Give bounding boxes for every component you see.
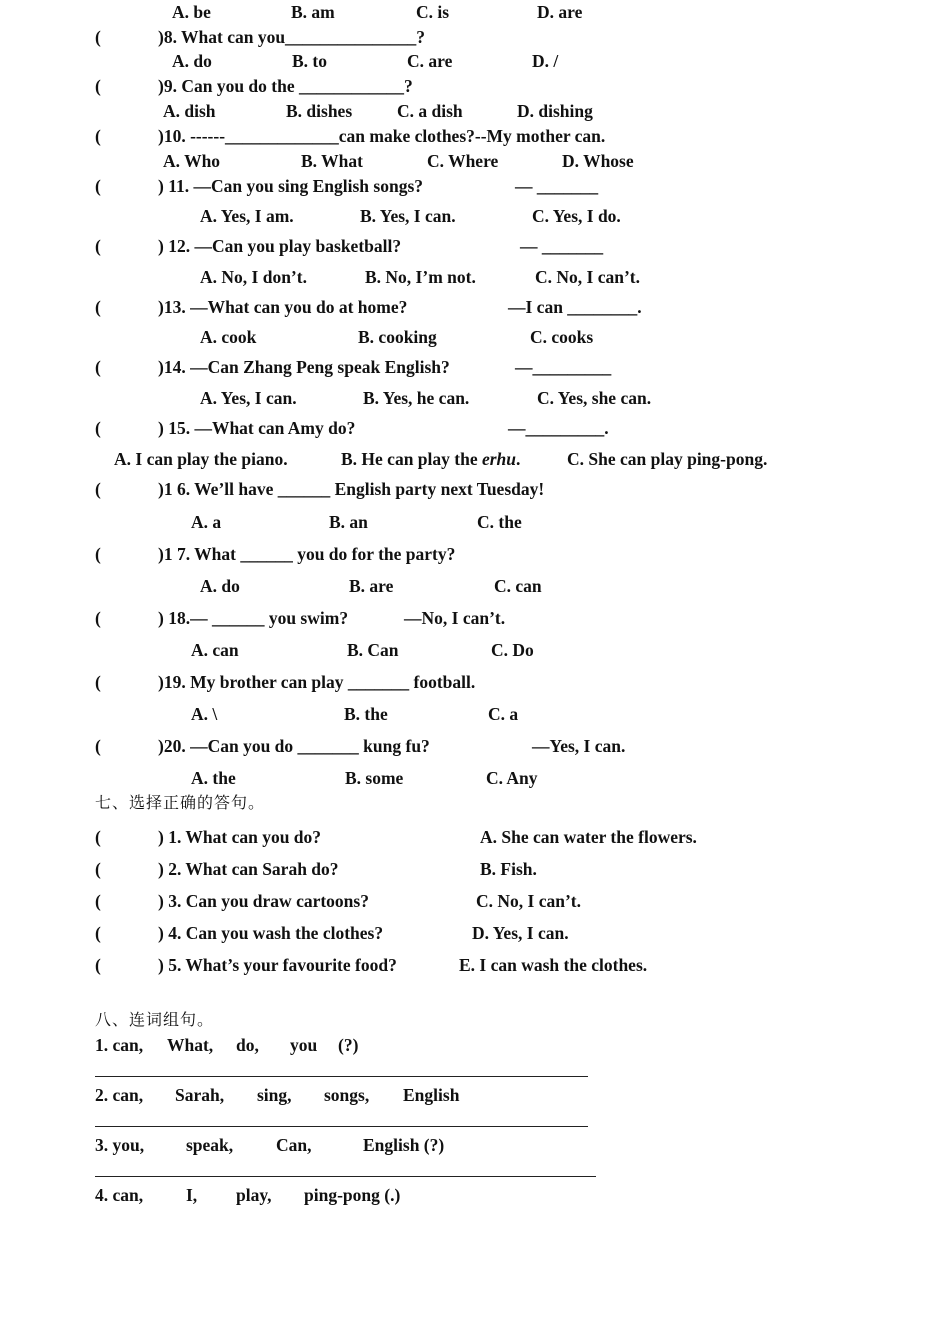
s8-q2-word-3: sing, [257,1085,292,1105]
s7-q5-question: ) 5. What’s your favourite food? [158,955,397,975]
s8-q2-answer-line [95,1126,588,1127]
q18-option-a: A. can [191,640,239,660]
q18-paren: ( [95,608,101,628]
s7-answer-c: C. No, I can’t. [476,891,581,911]
q17-option-a: A. do [200,576,240,596]
s8-q1-word-2: What, [167,1035,214,1055]
s7-q4-paren: ( [95,923,101,943]
q20-option-a: A. the [191,768,236,788]
q12-question: ) 12. —Can you play basketball? [158,236,402,256]
q15-option-b-text: B. He can play the [341,449,478,469]
q19-option-a: A. \ [191,704,218,724]
s8-q4-word-4: ping-pong (.) [304,1185,401,1205]
q10-option-d: D. Whose [562,151,634,171]
s8-q1-answer-line [95,1076,588,1077]
s7-q4-question: ) 4. Can you wash the clothes? [158,923,384,943]
s7-q2-paren: ( [95,859,101,879]
q10-question: )10. ------_____________can make clothes?--My mother can. [158,126,606,146]
s8-q1-word-5: (?) [338,1035,359,1055]
s8-q1-word-3: do, [236,1035,259,1055]
q8-option-b: B. to [292,51,327,71]
s7-q1-question: ) 1. What can you do? [158,827,322,847]
s7-q3-question: ) 3. Can you draw cartoons? [158,891,369,911]
section7-heading: 七、选择正确的答句。 [95,793,266,812]
q14-answer-blank: —_________ [515,357,612,377]
s8-q2-word-4: songs, [324,1085,370,1105]
s8-q1-word-1: 1. can, [95,1035,144,1055]
q10-option-b: B. What [301,151,363,171]
q18-option-c: C. Do [491,640,534,660]
q14-option-b: B. Yes, he can. [363,388,470,408]
q9-question: )9. Can you do the ____________? [158,76,413,96]
q20-answer: —Yes, I can. [532,736,626,756]
s7-q2-question: ) 2. What can Sarah do? [158,859,339,879]
q13-answer-blank: —I can ________. [508,297,642,317]
q13-option-a: A. cook [200,327,257,347]
q8-option-a: A. do [172,51,212,71]
q11-answer-blank: — _______ [515,176,599,196]
q16-paren: ( [95,479,101,499]
q15-answer-blank: —_________. [508,418,609,438]
q14-question: )14. —Can Zhang Peng speak English? [158,357,450,377]
q12-option-b: B. No, I’m not. [365,267,476,287]
q11-option-a: A. Yes, I am. [200,206,294,226]
q8-paren: ( [95,27,101,47]
q12-paren: ( [95,236,101,256]
q9-option-d: D. dishing [517,101,593,121]
q14-option-a: A. Yes, I can. [200,388,297,408]
s7-answer-e: E. I can wash the clothes. [459,955,648,975]
q8-question: )8. What can you_______________? [158,27,426,47]
q9-paren: ( [95,76,101,96]
s8-q3-word-1: 3. you, [95,1135,145,1155]
q9-option-b: B. dishes [286,101,353,121]
q13-paren: ( [95,297,101,317]
s8-q1-word-4: you [290,1035,318,1055]
q15-option-a: A. I can play the piano. [114,449,288,469]
q12-option-a: A. No, I don’t. [200,267,307,287]
q17-paren: ( [95,544,101,564]
q20-option-b: B. some [345,768,404,788]
q16-option-a: A. a [191,512,222,532]
q19-paren: ( [95,672,101,692]
q10-option-c: C. Where [427,151,499,171]
q15-option-b-period: . [516,449,521,469]
q18-option-b: B. Can [347,640,399,660]
s8-q4-word-1: 4. can, [95,1185,144,1205]
s8-q4-word-3: play, [236,1185,272,1205]
s7-answer-a: A. She can water the flowers. [480,827,697,847]
q17-option-c: C. can [494,576,542,596]
q11-option-b: B. Yes, I can. [360,206,456,226]
q13-question: )13. —What can you do at home? [158,297,408,317]
s8-q2-word-5: English [403,1085,460,1105]
section8-heading: 八、连词组句。 [95,1010,215,1029]
q15-option-b [341,449,520,469]
q12-answer-blank: — _______ [520,236,604,256]
q16-option-c: C. the [477,512,522,532]
q8-option-c: C. are [407,51,453,71]
q14-option-c: C. Yes, she can. [537,388,652,408]
q19-option-b: B. the [344,704,388,724]
q10-paren: ( [95,126,101,146]
q9-option-c: C. a dish [397,101,463,121]
q11-option-c: C. Yes, I do. [532,206,621,226]
q7-option-c: C. is [416,2,450,22]
q11-paren: ( [95,176,101,196]
s7-answer-b: B. Fish. [480,859,537,879]
q12-option-c: C. No, I can’t. [535,267,640,287]
s7-q1-paren: ( [95,827,101,847]
q13-option-b: B. cooking [358,327,437,347]
s8-q2-word-2: Sarah, [175,1085,225,1105]
q7-option-b: B. am [291,2,335,22]
q15-option-b-erhu: erhu [481,449,517,469]
q7-option-d: D. are [537,2,583,22]
q17-question: )1 7. What ______ you do for the party? [158,544,456,564]
q15-option-c: C. She can play ping-pong. [567,449,768,469]
q16-option-b: B. an [329,512,368,532]
q14-paren: ( [95,357,101,377]
q15-paren: ( [95,418,101,438]
s8-q4-word-2: I, [186,1185,198,1205]
q20-option-c: C. Any [486,768,538,788]
q17-option-b: B. are [349,576,394,596]
q18-question: ) 18.— ______ you swim? [158,608,349,628]
q19-option-c: C. a [488,704,519,724]
q19-question: )19. My brother can play _______ football. [158,672,476,692]
s7-q3-paren: ( [95,891,101,911]
s8-q3-word-4: English (?) [363,1135,445,1155]
q9-option-a: A. dish [163,101,216,121]
s7-answer-d: D. Yes, I can. [472,923,569,943]
q15-question: ) 15. —What can Amy do? [158,418,356,438]
q7-option-a: A. be [172,2,211,22]
q10-option-a: A. Who [163,151,221,171]
q11-question: ) 11. —Can you sing English songs? [158,176,424,196]
q20-paren: ( [95,736,101,756]
q13-option-c: C. cooks [530,327,594,347]
q18-answer: —No, I can’t. [404,608,506,628]
q20-question: )20. —Can you do _______ kung fu? [158,736,430,756]
s8-q3-word-2: speak, [186,1135,234,1155]
q8-option-d: D. / [532,51,559,71]
s8-q3-answer-line [95,1176,596,1177]
s8-q2-word-1: 2. can, [95,1085,144,1105]
s7-q5-paren: ( [95,955,101,975]
s8-q3-word-3: Can, [276,1135,312,1155]
q16-question: )1 6. We’ll have ______ English party next Tuesday! [158,479,545,499]
